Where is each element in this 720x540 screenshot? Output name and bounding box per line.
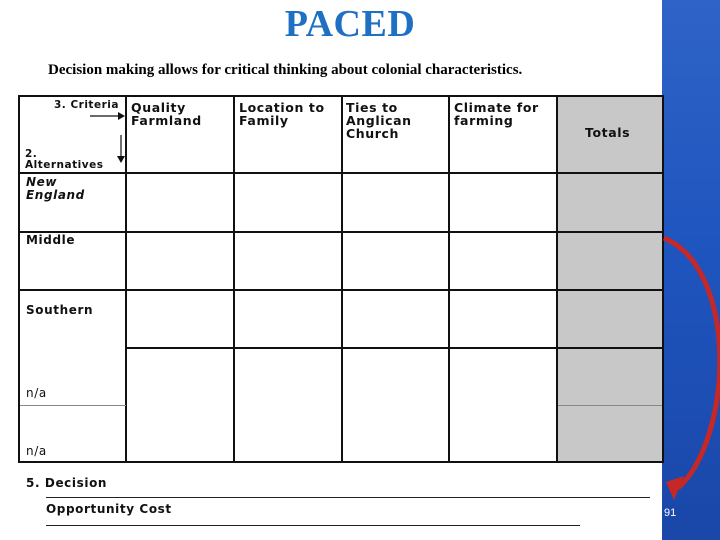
alternatives-number: 2. (25, 148, 38, 160)
column-header-climate-farming: Climate for farming (454, 100, 539, 128)
page-number: 91 (664, 507, 677, 519)
alternatives-label: Alternatives (25, 159, 104, 171)
decision-matrix (18, 95, 664, 463)
slide-title: PACED (284, 3, 416, 45)
curved-arrow-icon (640, 230, 720, 510)
decision-blank-line[interactable] (46, 497, 650, 498)
slide-subtitle: Decision making allows for critical thinking about colonial characteristics. (48, 62, 523, 78)
criteria-label: 3. Criteria (54, 99, 119, 111)
opportunity-cost-blank-line[interactable] (46, 525, 580, 526)
column-header-location-family: Location to Family (239, 100, 325, 128)
decision-label: 5. Decision (26, 476, 108, 490)
row-label-new-england: New England (26, 175, 85, 202)
column-header-anglican-church: Ties to Anglican Church (346, 100, 412, 141)
column-header-totals: Totals (585, 125, 631, 140)
row-label-southern: Southern (26, 303, 94, 317)
opportunity-cost-label: Opportunity Cost (46, 502, 172, 516)
column-header-quality-farmland: Quality Farmland (131, 100, 202, 128)
row-label-na-1: n/a (26, 386, 47, 400)
row-label-middle: Middle (26, 233, 76, 247)
criteria-arrow-icon (90, 109, 126, 123)
alternatives-arrow-icon (116, 135, 126, 163)
row-label-na-2: n/a (26, 444, 47, 458)
